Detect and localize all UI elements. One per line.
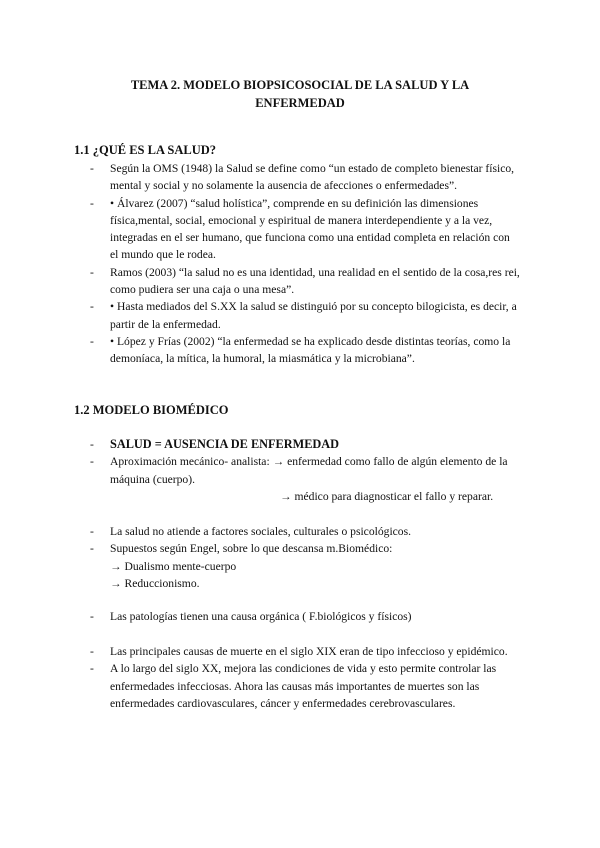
item-text: • Hasta mediados del S.XX la salud se distinguió por su concepto bilogicista, es decir, a partir de la enfermedad. bbox=[110, 300, 517, 331]
biomedical-list-c bbox=[90, 608, 520, 625]
dash-marker: - bbox=[90, 525, 94, 538]
item-text: Ramos (2003) “la salud no es una identidad, una realidad en el sentido de la cosa,res rei, como pudiera ser una caja o una mesa”. bbox=[110, 265, 520, 297]
list-item bbox=[90, 643, 520, 660]
dash-marker: - bbox=[90, 196, 94, 210]
dash-marker: - bbox=[90, 662, 94, 676]
dash-marker: - bbox=[90, 162, 94, 175]
dash-marker: - bbox=[90, 334, 94, 348]
approach-text: Aproximación mecánico- analista: → enfermedad como fallo de algún elemento de la máquina (cuerpo). bbox=[110, 455, 508, 486]
item-text: Supuestos según Engel, sobre lo que descansa m.Biomédico: bbox=[110, 542, 393, 556]
list-item bbox=[90, 523, 520, 540]
health-definitions-list bbox=[90, 160, 520, 368]
dash-marker: - bbox=[90, 455, 94, 469]
list-item bbox=[90, 540, 520, 592]
dash-marker: - bbox=[90, 300, 94, 314]
section-heading-health: 1.1 ¿QUÉ ES LA SALUD? bbox=[74, 143, 217, 157]
list-item bbox=[90, 660, 520, 712]
item-text: A lo largo del siglo XX, mejora las condiciones de vida y esto permite controlar las enfermedades infecciosas. Ahora las causas más importantes de muertes son las enfermedades cardiovasculares, cáncer y enfermedades cerebrovasculares. bbox=[110, 662, 497, 710]
title-line-1: TEMA 2. MODELO BIOPSICOSOCIAL DE LA SALUD Y LA bbox=[130, 78, 470, 92]
dash-marker: - bbox=[90, 542, 94, 556]
item-text: La salud no atiende a factores sociales, culturales o psicológicos. bbox=[110, 525, 412, 538]
dash-marker: - bbox=[90, 438, 94, 451]
biomedical-list-b bbox=[90, 523, 520, 592]
dash-marker: - bbox=[90, 645, 94, 658]
dash-marker: - bbox=[90, 265, 94, 279]
list-item bbox=[90, 436, 520, 453]
list-item bbox=[90, 608, 520, 625]
title-line-2: ENFERMEDAD bbox=[255, 96, 345, 110]
biomedical-list-a bbox=[90, 436, 520, 505]
list-item bbox=[90, 333, 520, 368]
section-heading-biomedical: 1.2 MODELO BIOMÉDICO bbox=[74, 403, 229, 417]
list-item bbox=[90, 195, 520, 264]
item-text: • López y Frías (2002) “la enfermedad se ha explicado desde distintas teorías, como la demoníaca, la mítica, la humoral, la miasmática y la microbiana”. bbox=[110, 334, 511, 366]
item-text: Las patologías tienen una causa orgánica ( F.biológicos y físicos) bbox=[110, 610, 412, 623]
list-item bbox=[90, 298, 520, 333]
list-item bbox=[90, 264, 520, 299]
item-text: Según la OMS (1948) la Salud se define como “un estado de completo bienestar físico, mental y social y no solamente la ausencia de afecciones o enfermedades”. bbox=[110, 162, 515, 193]
item-text: Las principales causas de muerte en el siglo XIX eran de tipo infeccioso y epidémico. bbox=[110, 645, 508, 658]
list-item bbox=[90, 160, 520, 195]
biomedical-list-d bbox=[90, 643, 520, 712]
engel-sub-1: → Dualismo mente-cuerpo bbox=[110, 559, 237, 573]
engel-sub-2: → Reduccionismo. bbox=[110, 576, 200, 590]
dash-marker: - bbox=[90, 610, 94, 623]
health-definition-bold: SALUD = AUSENCIA DE ENFERMEDAD bbox=[110, 437, 340, 451]
list-item bbox=[90, 453, 520, 505]
item-text: • Álvarez (2007) “salud holística”, comprende en su definición las dimensiones física,mental, social, emocional y espiritual de manera interdependiente y a la vez, integradas en el ser humano, que funciona como una entidad completa en relación con el mundo que le rodea. bbox=[110, 196, 510, 262]
document-title bbox=[80, 76, 520, 112]
approach-second-line: → médico para diagnosticar el fallo y reparar. bbox=[280, 489, 494, 503]
